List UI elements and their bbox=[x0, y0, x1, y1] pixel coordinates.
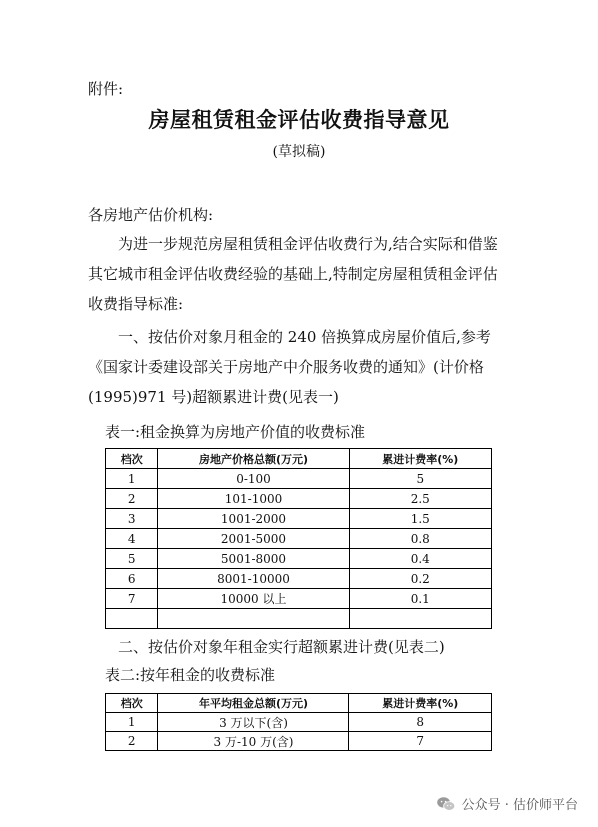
table-row bbox=[106, 509, 492, 529]
wechat-icon bbox=[436, 796, 456, 812]
table-row bbox=[106, 713, 492, 732]
table-cell: 2 bbox=[106, 732, 158, 751]
table-cell bbox=[106, 609, 158, 629]
table-cell: 0-100 bbox=[158, 469, 349, 489]
table-row bbox=[106, 732, 492, 751]
table-cell: 2 bbox=[106, 489, 158, 509]
table-header-row bbox=[106, 694, 492, 713]
table1 bbox=[105, 448, 492, 629]
table-cell: 3 万-10 万(含) bbox=[158, 732, 349, 751]
table-header-cell: 累进计费率(%) bbox=[349, 449, 491, 469]
intro-line: 其它城市租金评估收费经验的基础上,特制定房屋租赁租金评估 bbox=[88, 265, 498, 283]
document-subtitle: (草拟稿) bbox=[272, 144, 326, 160]
salutation: 各房地产估价机构: bbox=[88, 206, 214, 224]
table-cell: 7 bbox=[106, 589, 158, 609]
table-row bbox=[106, 469, 492, 489]
table-cell: 0.4 bbox=[349, 549, 491, 569]
table-row bbox=[106, 569, 492, 589]
intro-line: 为进一步规范房屋租赁租金评估收费行为,结合实际和借鉴 bbox=[118, 235, 498, 253]
table-cell: 1001-2000 bbox=[158, 509, 349, 529]
section1-line: 《国家计委建设部关于房地产中介服务收费的通知》(计价格 bbox=[88, 358, 484, 376]
table-cell: 1 bbox=[106, 469, 158, 489]
intro-paragraph bbox=[88, 229, 498, 319]
table-header-cell: 房地产价格总额(万元) bbox=[158, 449, 349, 469]
table-cell: 5 bbox=[349, 469, 491, 489]
table-cell: 2.5 bbox=[349, 489, 491, 509]
attachment-label: 附件: bbox=[88, 80, 124, 98]
table2 bbox=[105, 693, 492, 751]
document-title: 房屋租赁租金评估收费指导意见 bbox=[148, 107, 450, 132]
table-cell: 6 bbox=[106, 569, 158, 589]
table-cell: 5001-8000 bbox=[158, 549, 349, 569]
table-row-empty bbox=[106, 609, 492, 629]
table-cell: 10000 以上 bbox=[158, 589, 349, 609]
table-cell: 0.1 bbox=[349, 589, 491, 609]
table-cell bbox=[158, 609, 349, 629]
table-cell bbox=[349, 609, 491, 629]
section2-heading: 二、按估价对象年租金实行超额累进计费(见表二) bbox=[118, 638, 445, 656]
table-header-cell: 年平均租金总额(万元) bbox=[158, 694, 349, 713]
table-cell: 8001-10000 bbox=[158, 569, 349, 589]
section1-line: (1995)971 号)超额累进计费(见表一) bbox=[88, 388, 339, 406]
section1-line: 一、按估价对象月租金的 240 倍换算成房屋价值后,参考 bbox=[118, 328, 491, 346]
table-row bbox=[106, 549, 492, 569]
section1-paragraph bbox=[88, 322, 491, 412]
table-header-cell: 档次 bbox=[106, 449, 158, 469]
table-row bbox=[106, 589, 492, 609]
table-cell: 5 bbox=[106, 549, 158, 569]
table-row bbox=[106, 529, 492, 549]
table-cell: 1.5 bbox=[349, 509, 491, 529]
table-cell: 3 bbox=[106, 509, 158, 529]
table-cell: 4 bbox=[106, 529, 158, 549]
table-cell: 8 bbox=[349, 713, 492, 732]
table-row bbox=[106, 489, 492, 509]
watermark bbox=[436, 794, 578, 813]
table-header-cell: 档次 bbox=[106, 694, 158, 713]
table-cell: 0.8 bbox=[349, 529, 491, 549]
watermark-text: 公众号 · 估价师平台 bbox=[461, 798, 578, 813]
table-cell: 2001-5000 bbox=[158, 529, 349, 549]
intro-line: 收费指导标准: bbox=[88, 295, 184, 313]
table-cell: 7 bbox=[349, 732, 492, 751]
table2-caption: 表二:按年租金的收费标准 bbox=[105, 666, 276, 684]
table-cell: 0.2 bbox=[349, 569, 491, 589]
table-cell: 1 bbox=[106, 713, 158, 732]
table-cell: 101-1000 bbox=[158, 489, 349, 509]
table-cell: 3 万以下(含) bbox=[158, 713, 349, 732]
table1-caption: 表一:租金换算为房地产价值的收费标准 bbox=[105, 423, 366, 441]
table-header-row bbox=[106, 449, 492, 469]
table-header-cell: 累进计费率(%) bbox=[349, 694, 492, 713]
